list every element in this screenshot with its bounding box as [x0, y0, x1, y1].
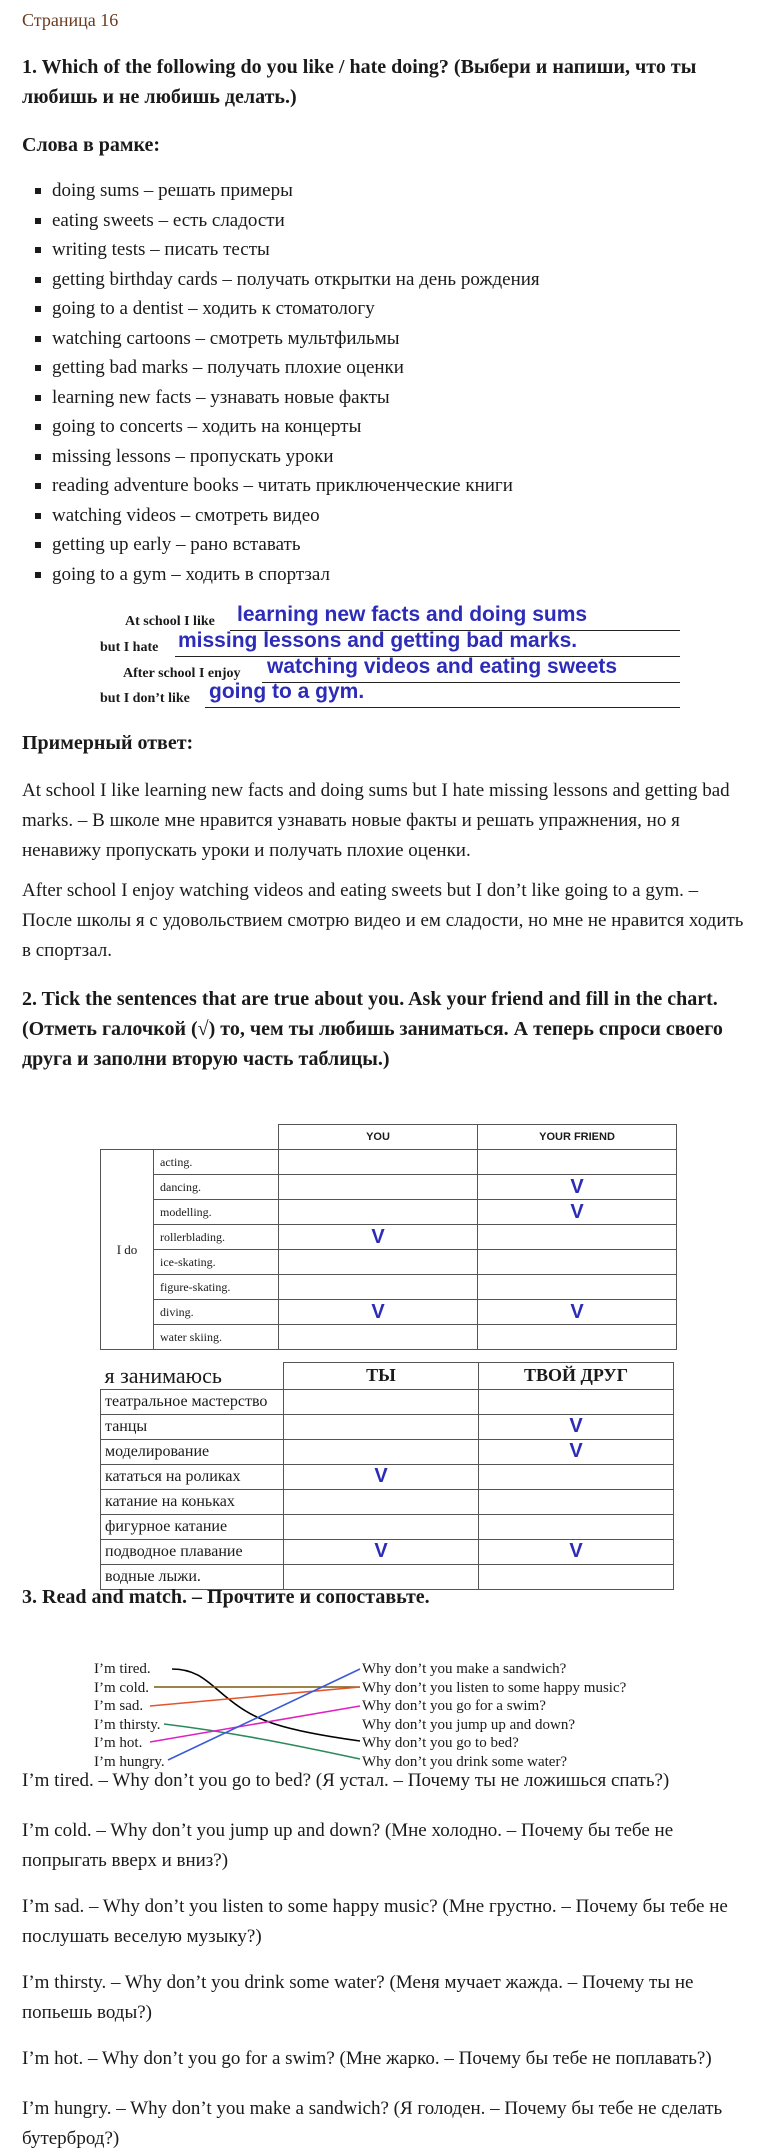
fill-row [95, 655, 695, 684]
match-right-item: Why don’t you drink some water? [362, 1753, 568, 1770]
activity-cell: acting. [154, 1150, 279, 1175]
table-row [101, 1325, 677, 1350]
match-line [172, 1669, 360, 1741]
fill-in-exercise [95, 603, 695, 716]
column-header-you: YOU [279, 1125, 478, 1150]
tick-mark: V [569, 1540, 583, 1562]
table-row [101, 1250, 677, 1275]
fill-answer: watching videos and eating sweets [267, 655, 618, 678]
table-row [101, 1464, 674, 1489]
tick-mark: V [569, 1440, 583, 1462]
match-left-item: I’m hungry. [94, 1753, 165, 1770]
match-left-item: I’m hot. [94, 1735, 143, 1751]
activity-cell: diving. [154, 1300, 279, 1325]
table-header-row [101, 1363, 674, 1390]
exercise-1-heading: 1. Which of the following do you like / hate doing? (Выбери и напиши, что ты любишь и не любишь делать.) [22, 56, 697, 108]
fill-answer: missing lessons and getting bad marks. [178, 629, 578, 652]
match-left-item: I’m tired. [94, 1661, 151, 1677]
tick-mark: V [371, 1301, 385, 1323]
fill-label: At school I like [125, 614, 215, 629]
activity-cell: figure-skating. [154, 1275, 279, 1300]
sample-answer-heading: Примерный ответ: [22, 732, 194, 754]
activity-cell: театральное мастерство [101, 1389, 284, 1414]
list-item: missing lessons – пропускать уроки [52, 442, 540, 472]
activity-cell: фигурное катание [101, 1514, 284, 1539]
list-item: watching videos – смотреть видео [52, 501, 540, 531]
match-left-item: I’m thirsty. [94, 1716, 161, 1733]
table-row [101, 1150, 677, 1175]
fill-label: but I hate [100, 640, 159, 655]
words-heading: Слова в рамке: [22, 134, 161, 156]
activity-cell: ice-skating. [154, 1250, 279, 1275]
activity-cell: dancing. [154, 1175, 279, 1200]
tick-mark: V [374, 1540, 388, 1562]
activity-cell: water skiing. [154, 1325, 279, 1350]
tick-mark: V [570, 1176, 584, 1198]
chart-table-russian [100, 1362, 674, 1590]
fill-row [95, 680, 695, 709]
word-list [22, 176, 540, 589]
match-line [164, 1724, 360, 1759]
activity-cell: катание на коньках [101, 1489, 284, 1514]
exercise-2-heading: 2. Tick the sentences that are true about you. Ask your friend and fill in the chart. (Отметь галочкой (√) то, чем ты любишь заниматься. А теперь спроси своего друга и заполни вторую часть таблицы.) [22, 988, 723, 1070]
match-right-item: Why don’t you listen to some happy music? [362, 1679, 627, 1696]
match-right-item: Why don’t you jump up and down? [362, 1716, 576, 1733]
match-line [150, 1687, 360, 1706]
table-row [101, 1225, 677, 1250]
list-item: getting up early – рано вставать [52, 530, 540, 560]
table-header-row [101, 1125, 677, 1150]
match-right-item: Why don’t you go to bed? [362, 1735, 519, 1751]
column-header-friend: YOUR FRIEND [478, 1125, 677, 1150]
list-item: doing sums – решать примеры [52, 176, 540, 206]
match-right-item: Why don’t you go for a swim? [362, 1698, 546, 1714]
list-item: eating sweets – есть сладости [52, 206, 540, 236]
list-item: going to a gym – ходить в спортзал [52, 560, 540, 590]
fill-label: After school I enjoy [123, 666, 241, 681]
activity-cell: подводное плавание [101, 1539, 284, 1564]
answer-paragraph: I’m tired. – Why don’t you go to bed? (Я устал. – Почему ты не ложишься спать?) [22, 1770, 670, 1791]
fill-answer: learning new facts and doing sums [237, 603, 588, 626]
table-row [101, 1200, 677, 1225]
activity-cell: танцы [101, 1414, 284, 1439]
table-row [101, 1439, 674, 1464]
table-row [101, 1175, 677, 1200]
list-item: learning new facts – узнавать новые факты [52, 383, 540, 413]
table-row [101, 1489, 674, 1514]
activity-cell: rollerblading. [154, 1225, 279, 1250]
answer-paragraph: I’m hot. – Why don’t you go for a swim? (Мне жарко. – Почему бы тебе не поплавать?) [22, 2048, 712, 2069]
tick-mark: V [570, 1301, 584, 1323]
match-left-item: I’m cold. [94, 1679, 149, 1696]
table-row [101, 1539, 674, 1564]
list-item: going to concerts – ходить на концерты [52, 412, 540, 442]
match-line [168, 1669, 360, 1760]
tick-mark: V [371, 1226, 385, 1248]
chart-table-english [100, 1124, 677, 1350]
tick-mark: V [374, 1465, 388, 1487]
column-header-you: ТЫ [284, 1363, 479, 1390]
sample-answer-paragraph: At school I like learning new facts and doing sums but I hate missing lessons and getting bad marks. – В школе мне нравится узнавать новые факты и решать упражнения, но я ненавижу пропускать уроки и получать плохие оценки. [22, 780, 730, 861]
fill-answer: going to a gym. [209, 680, 365, 703]
activity-cell: водные лыжи. [101, 1564, 284, 1589]
table-row [101, 1514, 674, 1539]
row-label: I do [101, 1150, 154, 1350]
match-left-item: I’m sad. [94, 1698, 144, 1714]
list-item: going to a dentist – ходить к стоматологу [52, 294, 540, 324]
tick-mark: V [570, 1201, 584, 1223]
activity-cell: моделирование [101, 1439, 284, 1464]
list-item: getting bad marks – получать плохие оценки [52, 353, 540, 383]
sample-answer-paragraph: After school I enjoy watching videos and eating sweets but I don’t like going to a gym. – После школы я с удовольствием смотрю видео и ем сладости, но мне не нравится ходить в спортзал. [22, 880, 744, 961]
answer-paragraph: I’m cold. – Why don’t you jump up and down? (Мне холодно. – Почему бы тебе не попрыгать вверх и вниз?) [22, 1820, 674, 1871]
list-item: reading adventure books – читать приключенческие книги [52, 471, 540, 501]
table-row [101, 1275, 677, 1300]
row-label: я занимаюсь [101, 1363, 284, 1390]
fill-label: but I don’t like [100, 691, 190, 706]
table-row [101, 1300, 677, 1325]
list-item: getting birthday cards – получать открытки на день рождения [52, 265, 540, 295]
table-row [101, 1414, 674, 1439]
exercise-3-heading: 3. Read and match. – Прочтите и сопоставьте. [22, 1586, 430, 1608]
column-header-friend: ТВОЙ ДРУГ [479, 1363, 674, 1390]
activity-cell: кататься на роликах [101, 1464, 284, 1489]
answer-paragraph: I’m sad. – Why don’t you listen to some happy music? (Мне грустно. – Почему бы тебе не послушать веселую музыку?) [22, 1896, 728, 1947]
list-item: writing tests – писать тесты [52, 235, 540, 265]
list-item: watching cartoons – смотреть мультфильмы [52, 324, 540, 354]
table-row [101, 1389, 674, 1414]
match-right-item: Why don’t you make a sandwich? [362, 1661, 567, 1677]
page-title: Страница 16 [22, 10, 119, 30]
activity-cell: modelling. [154, 1200, 279, 1225]
tick-mark: V [569, 1415, 583, 1437]
answer-paragraph: I’m hungry. – Why don’t you make a sandwich? (Я голоден. – Почему бы тебе не сделать бутерброд?) [22, 2098, 723, 2149]
answer-paragraph: I’m thirsty. – Why don’t you drink some water? (Меня мучает жажда. – Почему ты не попьешь воды?) [22, 1972, 694, 2023]
